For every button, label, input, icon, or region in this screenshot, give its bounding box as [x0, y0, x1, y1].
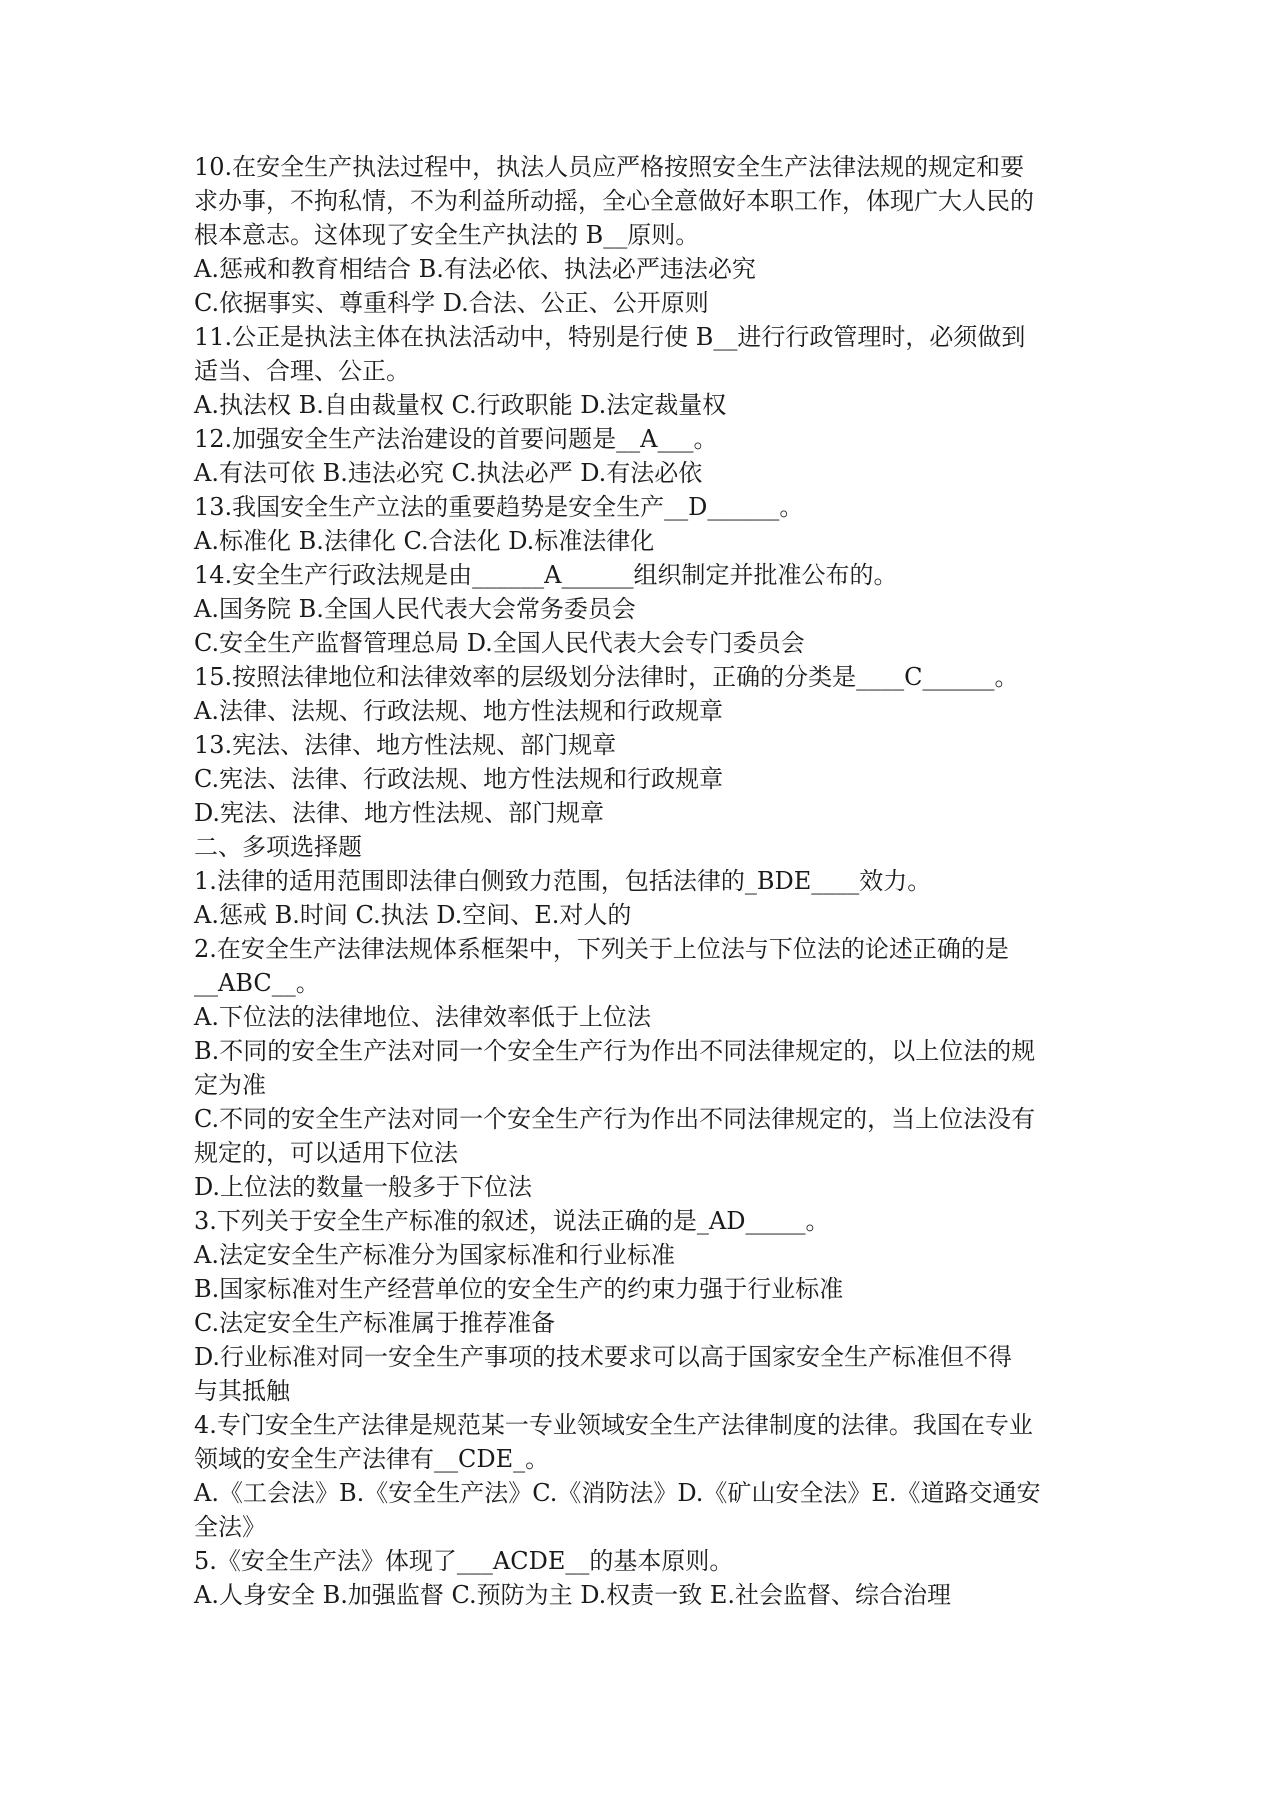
text-line: B.不同的安全生产法对同一个安全生产行为作出不同法律规定的，以上位法的规 [194, 1037, 1036, 1065]
text-line: A.标准化 B.法律化 C.合法化 D.标准法律化 [194, 527, 655, 555]
text-line: C.安全生产监督管理总局 D.全国人民代表大会专门委员会 [194, 629, 805, 657]
text-line: C.依据事实、尊重科学 D.合法、公正、公开原则 [194, 289, 709, 317]
text-line: 与其抵触 [194, 1377, 290, 1405]
text-line: 定为准 [194, 1071, 266, 1099]
text-line: 规定的，可以适用下位法 [194, 1139, 458, 1167]
text-line: A.惩戒 B.时间 C.执法 D.空间、E.对人的 [194, 901, 632, 929]
text-line: 全法》 [194, 1513, 266, 1541]
text-line: A.执法权 B.自由裁量权 C.行政职能 D.法定裁量权 [194, 391, 727, 419]
text-line: D.上位法的数量一般多于下位法 [194, 1173, 533, 1201]
text-line: 4.专门安全生产法律是规范某一专业领域安全生产法律制度的法律。我国在专业 [194, 1411, 1033, 1439]
text-line: 11.公正是执法主体在执法活动中，特别是行使 B__进行行政管理时，必须做到 [194, 323, 1026, 351]
text-line: __ABC__。 [194, 969, 320, 997]
text-line: 2.在安全生产法律法规体系框架中，下列关于上位法与下位法的论述正确的是 [194, 935, 1009, 963]
text-line: 3.下列关于安全生产标准的叙述，说法正确的是_AD_____。 [194, 1207, 830, 1235]
text-line: D.宪法、法律、地方性法规、部门规章 [194, 799, 605, 827]
text-line: 领域的安全生产法律有__CDE_。 [194, 1445, 550, 1473]
text-line: 13.宪法、法律、地方性法规、部门规章 [194, 731, 617, 759]
text-line: B.国家标准对生产经营单位的安全生产的约束力强于行业标准 [194, 1275, 844, 1303]
text-line: C.不同的安全生产法对同一个安全生产行为作出不同法律规定的，当上位法没有 [194, 1105, 1036, 1133]
text-line: 14.安全生产行政法规是由______A______组织制定并批准公布的。 [194, 561, 898, 589]
text-line: 根本意志。这体现了安全生产执法的 B__原则。 [194, 221, 700, 249]
section-heading: 二、多项选择题 [194, 833, 362, 861]
text-line: C.法定安全生产标准属于推荐准备 [194, 1309, 556, 1337]
text-line: 5.《安全生产法》体现了___ACDE__的基本原则。 [194, 1547, 734, 1575]
text-line: 12.加强安全生产法治建设的首要问题是__A___。 [194, 425, 718, 453]
text-line: 13.我国安全生产立法的重要趋势是安全生产__D______。 [194, 493, 804, 521]
document-body [194, 150, 1094, 1612]
text-line: 求办事，不拘私情，不为利益所动摇，全心全意做好本职工作，体现广大人民的 [194, 187, 1034, 215]
text-line: 10.在安全生产执法过程中，执法人员应严格按照安全生产法律法规的规定和要 [194, 153, 1025, 181]
text-line: 适当、合理、公正。 [194, 357, 410, 385]
text-line: 1.法律的适用范围即法律白侧致力范围，包括法律的_BDE____效力。 [194, 867, 932, 895]
text-line: 15.按照法律地位和法律效率的层级划分法律时，正确的分类是____C______。 [194, 663, 1019, 691]
text-line: A.惩戒和教育相结合 B.有法必依、执法必严违法必究 [194, 255, 756, 283]
text-line: C.宪法、法律、行政法规、地方性法规和行政规章 [194, 765, 724, 793]
text-line: A.国务院 B.全国人民代表大会常务委员会 [194, 595, 636, 623]
text-line: A.人身安全 B.加强监督 C.预防为主 D.权责一致 E.社会监督、综合治理 [194, 1581, 952, 1609]
text-line: D.行业标准对同一安全生产事项的技术要求可以高于国家安全生产标准但不得 [194, 1343, 1013, 1371]
text-line: A.法律、法规、行政法规、地方性法规和行政规章 [194, 697, 723, 725]
text-line: A.有法可依 B.违法必究 C.执法必严 D.有法必依 [194, 459, 703, 487]
text-line: A.法定安全生产标准分为国家标准和行业标准 [194, 1241, 675, 1269]
text-line: A.《工会法》B.《安全生产法》C.《消防法》D.《矿山安全法》E.《道路交通安 [194, 1479, 1041, 1507]
text-line: A.下位法的法律地位、法律效率低于上位法 [194, 1003, 651, 1031]
